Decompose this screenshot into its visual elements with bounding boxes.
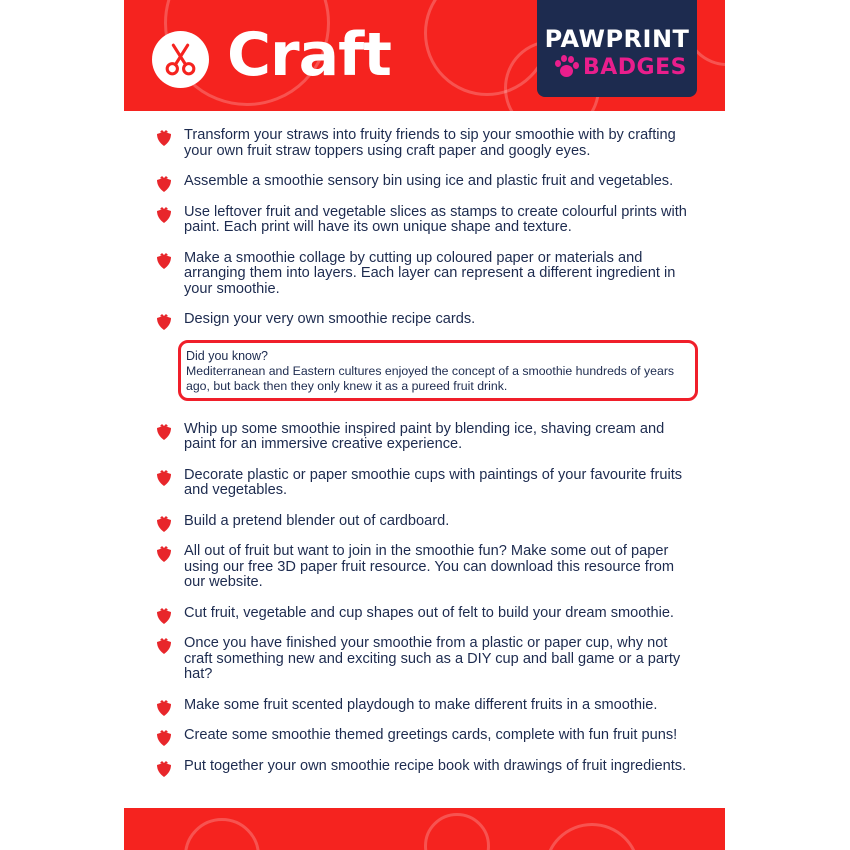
strawberry-icon [155, 252, 173, 270]
list-item: Assemble a smoothie sensory bin using ice and plastic fruit and vegetables. [155, 174, 695, 190]
craft-ideas-list [155, 128, 695, 774]
list-item: Make a smoothie collage by cutting up coloured paper or materials and arranging them into layers. Each layer can represent a different ingredient in your smoothie. [155, 251, 695, 298]
list-item: Create some smoothie themed greetings cards, complete with fun fruit puns! [155, 728, 695, 744]
list-item: Decorate plastic or paper smoothie cups with paintings of your favourite fruits and vegetables. [155, 468, 695, 499]
list-item: Whip up some smoothie inspired paint by blending ice, shaving cream and paint for an immersive creative experience. [155, 422, 695, 453]
list-item: Once you have finished your smoothie from a plastic or paper cup, why not craft something new and exciting such as a DIY cup and ball game or a party hat? [155, 636, 695, 683]
callout-body: Mediterranean and Eastern cultures enjoyed the concept of a smoothie hundreds of years ago, but back then they only knew it as a pureed fruit drink. [186, 364, 675, 393]
strawberry-icon [155, 313, 173, 331]
strawberry-icon [155, 760, 173, 778]
strawberry-icon [155, 545, 173, 563]
paw-icon [553, 54, 579, 80]
list-item: Make some fruit scented playdough to make different fruits in a smoothie. [155, 698, 695, 714]
list-item: Build a pretend blender out of cardboard. [155, 514, 695, 530]
did-you-know-callout [178, 340, 698, 401]
logo-text-badges: BADGES [583, 54, 687, 80]
strawberry-icon [155, 206, 173, 224]
strawberry-icon [155, 469, 173, 487]
scissors-icon [152, 31, 209, 88]
list-item: Use leftover fruit and vegetable slices as stamps to create colourful prints with paint. Each print will have its own unique shape and texture. [155, 205, 695, 236]
craft-page [124, 0, 725, 850]
strawberry-icon [155, 699, 173, 717]
list-item: Put together your own smoothie recipe book with drawings of fruit ingredients. [155, 759, 695, 775]
strawberry-icon [155, 515, 173, 533]
list-item: Design your very own smoothie recipe cards. [155, 312, 695, 328]
callout-heading: Did you know? [186, 349, 268, 363]
header-banner [124, 0, 725, 111]
list-item: Cut fruit, vegetable and cup shapes out of felt to build your dream smoothie. [155, 606, 695, 622]
list-item: Transform your straws into fruity friends to sip your smoothie with by crafting your own fruit straw toppers using craft paper and googly eyes. [155, 128, 695, 159]
logo-text-pawprint: PAWPRINT [544, 25, 690, 53]
pawprint-badges-logo [537, 0, 697, 97]
strawberry-icon [155, 423, 173, 441]
page-title: Craft [227, 20, 391, 90]
strawberry-icon [155, 637, 173, 655]
strawberry-icon [155, 729, 173, 747]
list-item: All out of fruit but want to join in the smoothie fun? Make some out of paper using our free 3D paper fruit resource. You can download this resource from our website. [155, 544, 695, 591]
strawberry-icon [155, 175, 173, 193]
strawberry-icon [155, 129, 173, 147]
footer-banner [124, 808, 725, 850]
strawberry-icon [155, 607, 173, 625]
